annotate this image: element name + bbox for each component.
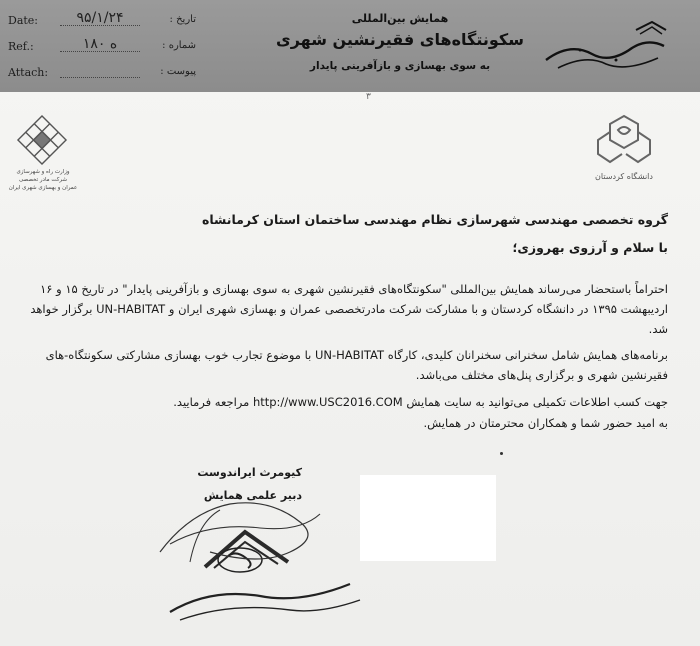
conference-title-line1: همایش بین‌المللی: [351, 12, 449, 25]
letter-salutation: با سلام و آرزوی بهروزی؛: [512, 240, 668, 255]
conference-logo-icon: [540, 20, 670, 80]
attach-label-persian: پیوست :: [160, 66, 196, 77]
ministry-caption: وزارت راه و شهرسازی شرکت مادر تخصصی عمران و بهسازی شهری ایران: [8, 169, 78, 191]
conference-title-line3: به سوی بهسازی و بازآفرینی پایدار: [309, 60, 491, 72]
ref-label-persian: شماره :: [162, 40, 196, 51]
attach-label-latin: Attach:: [8, 66, 49, 79]
signatory-name: کیومرث ایراندوست: [197, 466, 302, 479]
letter-paragraph-3: جهت کسب اطلاعات تکمیلی می‌توانید به سایت همایش http://www.USC2016.COM مراجعه فرمایید.: [173, 395, 668, 409]
date-value: ۹۵/۱/۲۴: [60, 10, 140, 26]
letter-addressee: گروه تخصصی مهندسی شهرسازی نظام مهندسی ساختمان استان کرمانشاه: [201, 212, 668, 227]
university-logo-icon: [588, 110, 660, 170]
ministry-logo-icon: [14, 112, 70, 168]
letter-paragraph-2: برنامه‌های همایش شامل سخنرانی سخنرانان کلیدی، کارگاه UN-HABITAT با موضوع تجارب خوب بهسازی مشارکتی سکونتگاه-های فقیرنشین شهری و برگزاری پنل‌های مختلف می‌باشد.: [45, 348, 668, 382]
ref-value: ۱۸۰ ه: [60, 36, 140, 52]
letterhead-header: [0, 0, 700, 92]
university-caption: دانشگاه کردستان: [595, 172, 653, 181]
attach-value: [60, 62, 140, 78]
ref-label-latin: Ref.:: [8, 40, 34, 53]
conference-title-line2: سکونتگاه‌های فقیرنشین شهری: [276, 30, 524, 49]
letter-paragraph-4: به امید حضور شما و همکاران محترمتان در همایش.: [423, 416, 668, 430]
date-label-latin: Date:: [8, 14, 39, 27]
letter-paragraph-1: احتراماً باستحضار می‌رساند همایش بین‌المللی "سکونتگاه‌های فقیرنشین شهری به سوی بهسازی و بازآفرینی پایدار" در تاریخ ۱۵ و ۱۶ اردیبهشت ۱۳۹۵ در دانشگاه کردستان و با مشارکت شرکت مادرتخصصی عمران و بهسازی شهری ایران و UN-HABITAT برگزار خواهد شد.: [30, 282, 668, 336]
date-label-persian: تاریخ :: [169, 14, 196, 25]
signatory-role: دبیر علمی همایش: [203, 489, 302, 502]
redacted-area: [360, 475, 496, 561]
ink-dot: [500, 452, 503, 455]
handwritten-mark: ۳: [366, 92, 371, 102]
